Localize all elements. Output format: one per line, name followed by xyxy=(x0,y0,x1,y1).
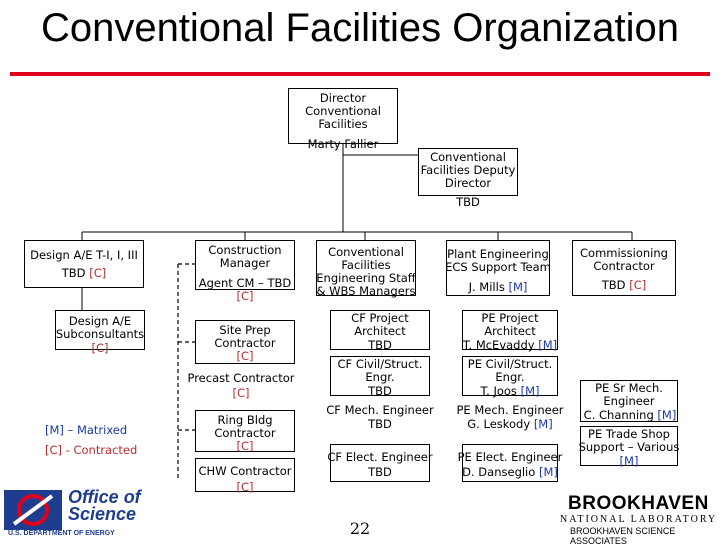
chw-title: CHW Contractor xyxy=(198,464,292,478)
precast-title: Precast Contractor xyxy=(187,371,295,385)
pe-civil-title: PE Civil/Struct. Engr. xyxy=(467,357,553,384)
pe-mech-title: PE Mech. Engineer xyxy=(456,403,564,417)
commissioning-title: Commissioning Contractor xyxy=(580,246,668,273)
chw-tag: [C] xyxy=(236,480,254,494)
design-name: TBD [C] xyxy=(61,266,107,280)
construction-manager-title: Construction Manager xyxy=(208,243,282,270)
pe-elect-title: PE Elect. Engineer xyxy=(457,450,563,464)
cf-architect-title: CF Project Architect xyxy=(351,311,409,338)
pe-civil-name: T. Joos [M] xyxy=(480,384,540,398)
page-title: Conventional Facilities Organization xyxy=(40,6,680,50)
site-prep-title: Site Prep Contractor xyxy=(214,323,276,350)
pe-architect-name: T. McEvaddy [M] xyxy=(462,338,558,352)
legend-matrixed: [M] – Matrixed xyxy=(45,423,128,437)
bnl-assoc: ASSOCIATES xyxy=(570,536,627,546)
doe-emblem-icon xyxy=(4,490,64,532)
office-sub: U.S. DEPARTMENT OF ENERGY xyxy=(8,530,115,537)
site-prep-tag: [C] xyxy=(236,349,254,363)
cf-civil-title: CF Civil/Struct. Engr. xyxy=(337,357,423,384)
pe-mech-name: G. Leskody [M] xyxy=(467,417,553,431)
design-title: Design A/E T-I, I, III xyxy=(30,248,138,262)
pe-trade-title: PE Trade Shop Support – Various xyxy=(578,427,680,454)
ring-bldg-title: Ring Bldg Contractor xyxy=(214,413,276,440)
brookhaven-logo xyxy=(556,493,718,546)
cf-mech-title: CF Mech. Engineer xyxy=(326,403,434,417)
bnl-lab: NATIONAL LABORATORY xyxy=(560,514,718,525)
ring-bldg-tag: [C] xyxy=(236,439,254,453)
pe-sr-mech-name: C. Channing [M] xyxy=(583,408,677,422)
bnl-name: BROOKHAVEN xyxy=(568,493,709,514)
deputy-name: TBD xyxy=(456,195,480,209)
cf-architect-name: TBD xyxy=(368,338,392,352)
subconsultants-title: Design A/E Subconsultants xyxy=(55,314,145,341)
cf-civil-name: TBD xyxy=(368,384,392,398)
plant-eng-name: J. Mills [M] xyxy=(468,280,528,294)
pe-architect-title: PE Project Architect xyxy=(481,311,539,338)
office-line2: Science xyxy=(68,504,137,524)
construction-manager-tag: [C] xyxy=(236,289,254,303)
precast-tag: [C] xyxy=(232,386,250,400)
plant-eng-title: Plant Engineering ECS Support Team xyxy=(445,247,551,274)
legend-contracted: [C] - Contracted xyxy=(45,443,138,457)
director-title: Director Conventional Facilities xyxy=(305,91,381,131)
pe-elect-name: D. Danseglio [M] xyxy=(462,465,558,479)
pe-sr-mech-title: PE Sr Mech. Engineer xyxy=(595,381,663,408)
cf-elect-name: TBD xyxy=(368,465,392,479)
bnl-sci: BROOKHAVEN SCIENCE xyxy=(570,526,676,536)
commissioning-name: TBD [C] xyxy=(601,278,647,292)
director-name: Marty Fallier xyxy=(307,137,379,151)
office-of-science-logo xyxy=(4,488,164,540)
subconsultants-tag: [C] xyxy=(91,341,109,355)
pe-trade-tag: [M] xyxy=(619,454,639,468)
cf-staff-title: Conventional Facilities Engineering Staff & WBS Managers xyxy=(316,245,416,298)
construction-manager-name: Agent CM – TBD xyxy=(198,276,292,290)
deputy-title: Conventional Facilities Deputy Director xyxy=(420,150,516,190)
office-line1: Office of xyxy=(68,487,141,507)
page-number: 22 xyxy=(349,519,371,538)
cf-mech-name: TBD xyxy=(368,417,392,431)
cf-elect-title: CF Elect. Engineer xyxy=(327,450,433,464)
